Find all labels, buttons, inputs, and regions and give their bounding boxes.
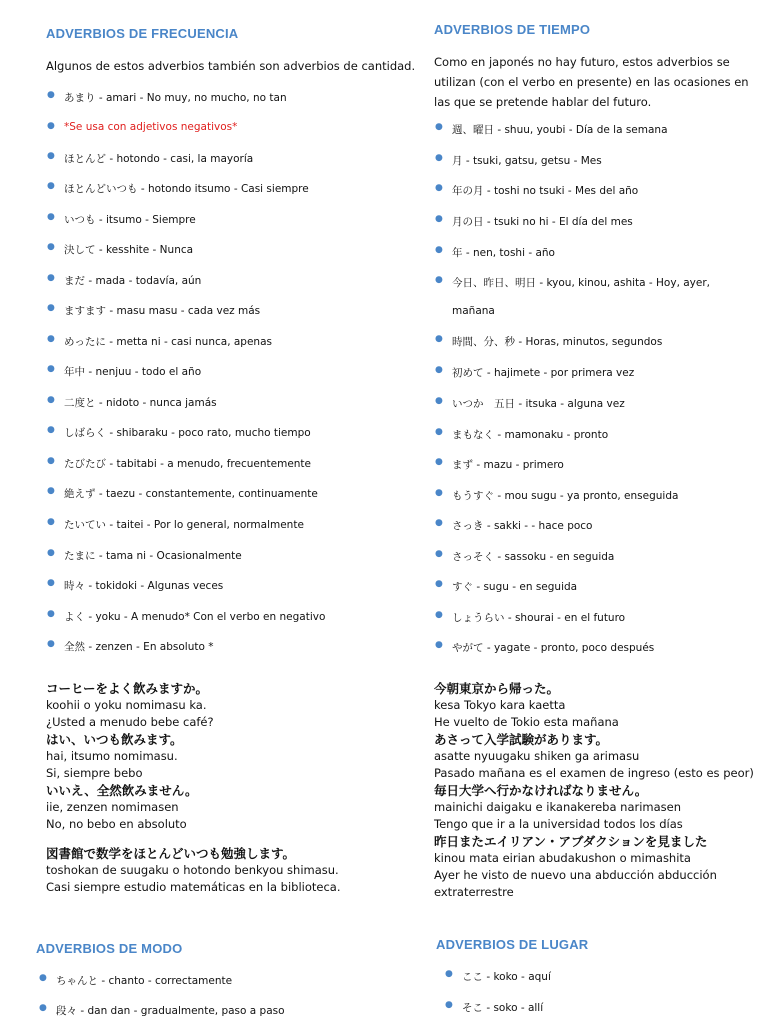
bullet-icon: ● bbox=[47, 486, 55, 496]
list-item: ● まだ - mada - todavía, aún bbox=[47, 273, 202, 287]
list-item: ● さっそく - sassoku - en seguida bbox=[435, 549, 615, 563]
bullet-icon: ● bbox=[435, 640, 443, 650]
list-item: ● もうすぐ - mou sugu - ya pronto, enseguida bbox=[435, 488, 679, 502]
example-translation: Pasado mañana es el examen de ingreso (esto es peor) bbox=[434, 766, 754, 780]
list-item: ● たまに - tama ni - Ocasionalmente bbox=[47, 548, 242, 562]
bullet-icon: ● bbox=[435, 396, 443, 406]
bullet-icon: ● bbox=[47, 212, 55, 222]
list-item: ● 時間、分、秒 - Horas, minutos, segundos bbox=[435, 334, 663, 348]
list-item: ● 週、曜日 - shuu, youbi - Día de la semana bbox=[435, 122, 668, 136]
list-item: ● しょうらい - shourai - en el futuro bbox=[435, 610, 626, 624]
bullet-icon: ● bbox=[47, 609, 55, 619]
bullet-icon: ● bbox=[47, 456, 55, 466]
list-item: ● 年の月 - toshi no tsuki - Mes del año bbox=[435, 183, 639, 197]
bullet-icon: ● bbox=[435, 549, 443, 559]
example-japanese: 毎日大学へ行かなければなりません。 bbox=[434, 783, 648, 798]
list-item: ● まず - mazu - primero bbox=[435, 457, 564, 471]
example-japanese: 昨日またエイリアン・アブダクションを見ました bbox=[434, 834, 708, 849]
frecuencia-heading: ADVERBIOS DE FRECUENCIA bbox=[46, 26, 239, 41]
list-item: ● 時々 - tokidoki - Algunas veces bbox=[47, 578, 224, 592]
list-item: ● ますます - masu masu - cada vez más bbox=[47, 303, 261, 317]
list-item: ● よく - yoku - A menudo* Con el verbo en negativo bbox=[47, 609, 326, 623]
bullet-icon: ● bbox=[47, 548, 55, 558]
example-translation: Si, siempre bebo bbox=[46, 766, 143, 780]
example-translation: He vuelto de Tokio esta mañana bbox=[434, 715, 619, 729]
bullet-icon: ● bbox=[445, 1000, 453, 1010]
list-item: ● たいてい - taitei - Por lo general, normalmente bbox=[47, 517, 304, 531]
example-romaji: iie, zenzen nomimasen bbox=[46, 800, 179, 814]
bullet-icon: ● bbox=[47, 90, 55, 100]
example-romaji: hai, itsumo nomimasu. bbox=[46, 749, 178, 763]
lugar-heading: ADVERBIOS DE LUGAR bbox=[436, 937, 589, 952]
bullet-icon: ● bbox=[47, 242, 55, 252]
list-item: ● ここ - koko - aquí bbox=[445, 969, 551, 983]
example-japanese: 今朝東京から帰った。 bbox=[434, 681, 560, 696]
bullet-icon: ● bbox=[47, 578, 55, 588]
bullet-icon: ● bbox=[435, 610, 443, 620]
list-item: ● そこ - soko - allí bbox=[445, 1000, 544, 1014]
bullet-icon: ● bbox=[435, 457, 443, 467]
bullet-icon: ● bbox=[47, 151, 55, 161]
list-item: ● いつか 五日 - itsuka - alguna vez bbox=[435, 396, 625, 410]
bullet-icon: ● bbox=[435, 488, 443, 498]
bullet-icon: ● bbox=[445, 969, 453, 979]
bullet-icon: ● bbox=[47, 425, 55, 435]
bullet-icon: ● bbox=[435, 275, 443, 285]
list-item: ● 絶えず - taezu - constantemente, continuamente bbox=[47, 486, 318, 500]
list-item: ● めったに - metta ni - casi nunca, apenas bbox=[47, 334, 272, 348]
list-item-continuation: mañana bbox=[452, 305, 495, 317]
example-romaji: kinou mata eirian abudakushon o mimashita bbox=[434, 851, 691, 865]
bullet-icon: ● bbox=[435, 245, 443, 255]
tiempo-examples bbox=[434, 680, 754, 901]
bullet-icon: ● bbox=[47, 639, 55, 649]
list-item: ● やがて - yagate - pronto, poco después bbox=[435, 640, 655, 654]
bullet-icon: ● bbox=[47, 334, 55, 344]
example-translation: Tengo que ir a la universidad todos los días bbox=[434, 817, 683, 831]
example-japanese: はい、いつも飲みます。 bbox=[46, 732, 183, 747]
modo-heading: ADVERBIOS DE MODO bbox=[36, 941, 183, 956]
list-item: ● あまり - amari - No muy, no mucho, no tan bbox=[47, 90, 287, 104]
bullet-icon: ● bbox=[47, 517, 55, 527]
list-item: ● 決して - kesshite - Nunca bbox=[47, 242, 194, 256]
bullet-icon: ● bbox=[47, 121, 55, 131]
bullet-icon: ● bbox=[47, 364, 55, 374]
frecuencia-examples bbox=[46, 680, 341, 896]
bullet-icon: ● bbox=[435, 122, 443, 132]
bullet-icon: ● bbox=[47, 395, 55, 405]
list-item: ● 年中 - nenjuu - todo el año bbox=[47, 364, 202, 378]
bullet-icon: ● bbox=[47, 181, 55, 191]
example-translation: Casi siempre estudio matemáticas en la biblioteca. bbox=[46, 880, 341, 894]
list-item: ● さっき - sakki - - hace poco bbox=[435, 518, 593, 532]
list-item: ● 月 - tsuki, gatsu, getsu - Mes bbox=[435, 153, 602, 167]
bullet-icon: ● bbox=[47, 273, 55, 283]
list-item: ● 今日、昨日、明日 - kyou, kinou, ashita - Hoy, ayer, bbox=[435, 275, 711, 289]
tiempo-intro: Como en japonés no hay futuro, estos adverbios se utilizan (con el verbo en presente) en las ocasiones en las que se pretende hablar del futuro. bbox=[434, 55, 749, 109]
tiempo-heading: ADVERBIOS DE TIEMPO bbox=[434, 22, 591, 37]
example-romaji: koohii o yoku nomimasu ka. bbox=[46, 698, 207, 712]
list-item: ● ほとんどいつも - hotondo itsumo - Casi siempre bbox=[47, 181, 309, 195]
list-item: ● しばらく - shibaraku - poco rato, mucho tiempo bbox=[47, 425, 311, 439]
bullet-icon: ● bbox=[47, 303, 55, 313]
list-item: ● 段々 - dan dan - gradualmente, paso a paso bbox=[39, 1003, 285, 1017]
example-japanese: いいえ、全然飲みません。 bbox=[46, 783, 198, 798]
bullet-icon: ● bbox=[435, 153, 443, 163]
bullet-icon: ● bbox=[435, 518, 443, 528]
example-translation-continuation: extraterrestre bbox=[434, 885, 514, 899]
list-item: ● たびたび - tabitabi - a menudo, frecuentemente bbox=[47, 456, 312, 470]
bullet-icon: ● bbox=[39, 973, 47, 983]
example-romaji: toshokan de suugaku o hotondo benkyou shimasu. bbox=[46, 863, 339, 877]
example-japanese: コーヒーをよく飲みますか。 bbox=[46, 681, 209, 696]
frecuencia-intro: Algunos de estos adverbios también son adverbios de cantidad. bbox=[46, 59, 416, 73]
example-translation: No, no bebo en absoluto bbox=[46, 817, 187, 831]
example-romaji: asatte nyuugaku shiken ga arimasu bbox=[434, 749, 640, 763]
list-item: ● 全然 - zenzen - En absoluto * bbox=[47, 639, 214, 653]
list-item: ● 初めて - hajimete - por primera vez bbox=[435, 365, 635, 379]
bullet-icon: ● bbox=[435, 427, 443, 437]
list-item-note: ● *Se usa con adjetivos negativos* bbox=[47, 121, 238, 133]
list-item: ● ちゃんと - chanto - correctamente bbox=[39, 973, 233, 987]
list-item: ● すぐ - sugu - en seguida bbox=[435, 579, 578, 593]
bullet-icon: ● bbox=[435, 214, 443, 224]
example-romaji: kesa Tokyo kara kaetta bbox=[434, 698, 566, 712]
bullet-icon: ● bbox=[435, 579, 443, 589]
list-item: ● 二度と - nidoto - nunca jamás bbox=[47, 395, 217, 409]
example-romaji: mainichi daigaku e ikanakereba narimasen bbox=[434, 800, 682, 814]
list-item: ● いつも - itsumo - Siempre bbox=[47, 212, 196, 226]
example-translation: ¿Usted a menudo bebe café? bbox=[46, 715, 214, 729]
list-item: ● 年 - nen, toshi - año bbox=[435, 245, 555, 259]
list-item: ● ほとんど - hotondo - casi, la mayoría bbox=[47, 151, 254, 165]
example-japanese: 図書館で数学をほとんどいつも勉強します。 bbox=[46, 846, 296, 861]
bullet-icon: ● bbox=[435, 183, 443, 193]
bullet-icon: ● bbox=[39, 1003, 47, 1013]
list-item: ● 月の日 - tsuki no hi - El día del mes bbox=[435, 214, 633, 228]
bullet-icon: ● bbox=[435, 365, 443, 375]
example-translation: Ayer he visto de nuevo una abducción abducción bbox=[434, 868, 717, 882]
list-item: ● まもなく - mamonaku - pronto bbox=[435, 427, 609, 441]
example-japanese: あさって入学試験があります。 bbox=[434, 732, 609, 747]
bullet-icon: ● bbox=[435, 334, 443, 344]
